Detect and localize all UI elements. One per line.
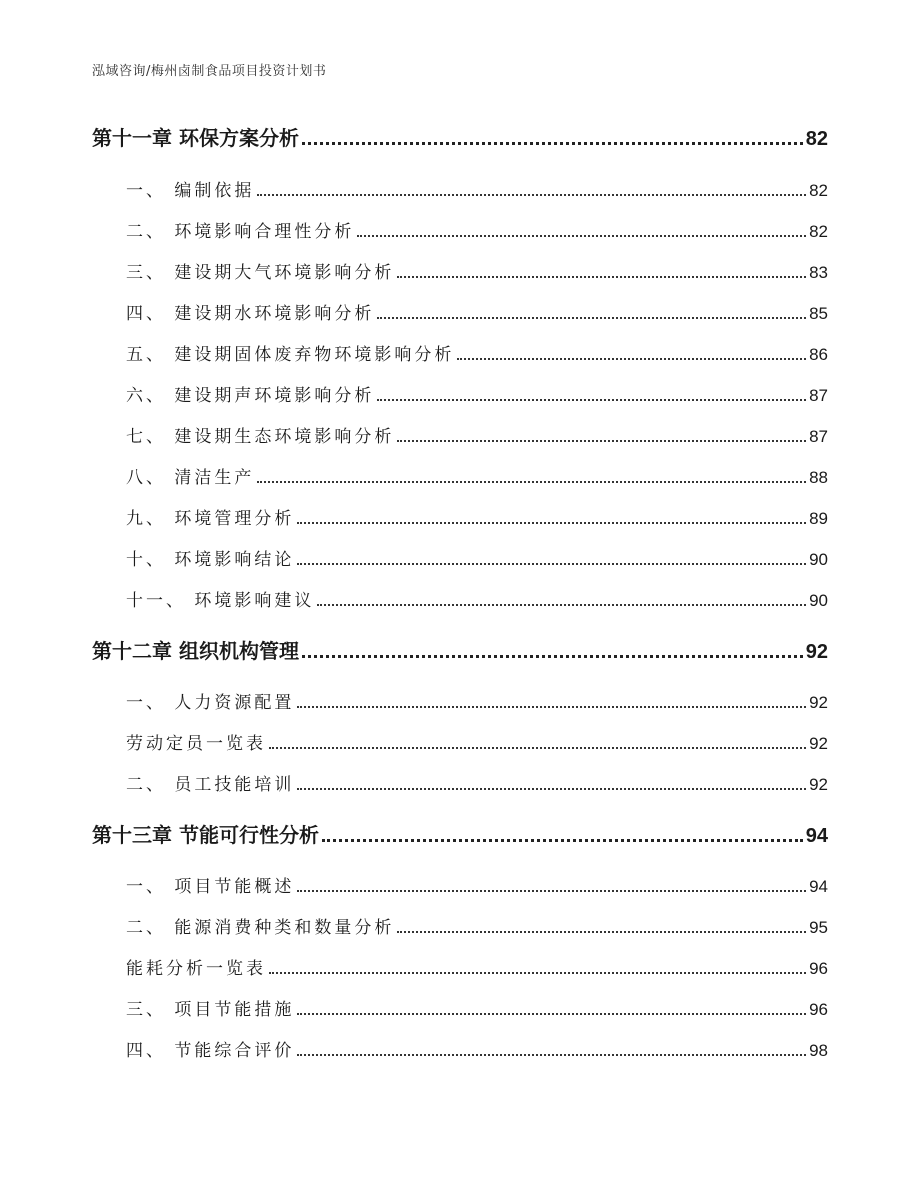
toc-section[interactable] xyxy=(126,176,828,201)
toc-title: 九、 环境管理分析 xyxy=(126,509,295,529)
dot-leader xyxy=(302,655,803,658)
toc-page-number: 90 xyxy=(809,550,828,569)
toc-title: 一、 项目节能概述 xyxy=(126,877,295,897)
dot-leader xyxy=(257,194,806,196)
toc-page-number: 83 xyxy=(809,263,828,282)
toc-section[interactable] xyxy=(126,954,828,979)
toc-title: 第十三章 节能可行性分析 xyxy=(92,823,319,847)
dot-leader xyxy=(457,358,806,360)
toc-section[interactable] xyxy=(126,688,828,713)
toc-page-number: 82 xyxy=(805,128,828,150)
toc-page-number: 96 xyxy=(809,959,828,978)
toc-section[interactable] xyxy=(126,872,828,897)
dot-leader xyxy=(297,522,806,524)
toc-page-number: 82 xyxy=(809,222,828,241)
toc-section[interactable] xyxy=(126,217,828,242)
toc-section[interactable] xyxy=(126,381,828,406)
toc-page-number: 96 xyxy=(809,1000,828,1019)
toc-page-number: 92 xyxy=(809,775,828,794)
toc-section[interactable] xyxy=(126,770,828,795)
toc-section[interactable] xyxy=(126,340,828,365)
toc-section[interactable] xyxy=(126,258,828,283)
toc-title: 一、 编制依据 xyxy=(126,181,255,201)
toc-title: 三、 项目节能措施 xyxy=(126,1000,295,1020)
toc-page-number: 87 xyxy=(809,427,828,446)
toc-page-number: 94 xyxy=(805,825,828,847)
dot-leader xyxy=(397,931,806,933)
dot-leader xyxy=(357,235,806,237)
toc-page-number: 82 xyxy=(809,181,828,200)
toc-page-number: 98 xyxy=(809,1041,828,1060)
toc-title: 四、 节能综合评价 xyxy=(126,1041,295,1061)
toc-section[interactable] xyxy=(126,504,828,529)
toc-section[interactable] xyxy=(126,913,828,938)
toc-title: 二、 能源消费种类和数量分析 xyxy=(126,918,395,938)
toc-title: 八、 清洁生产 xyxy=(126,468,255,488)
toc-section[interactable] xyxy=(126,729,828,754)
toc-section[interactable] xyxy=(126,463,828,488)
toc-title: 二、 环境影响合理性分析 xyxy=(126,222,355,242)
toc-title: 一、 人力资源配置 xyxy=(126,693,295,713)
toc-title: 劳动定员一览表 xyxy=(126,734,266,754)
toc-section[interactable] xyxy=(126,1036,828,1061)
toc-title: 第十一章 环保方案分析 xyxy=(92,126,299,150)
page-header: 泓域咨询/梅州卤制食品项目投资计划书 xyxy=(92,64,327,79)
dot-leader xyxy=(297,1013,806,1015)
toc-section[interactable] xyxy=(126,995,828,1020)
dot-leader xyxy=(377,317,806,319)
dot-leader xyxy=(257,481,806,483)
dot-leader xyxy=(297,706,806,708)
toc-page-number: 86 xyxy=(809,345,828,364)
toc-title: 五、 建设期固体废弃物环境影响分析 xyxy=(126,345,455,365)
dot-leader xyxy=(397,276,806,278)
toc-title: 六、 建设期声环境影响分析 xyxy=(126,386,375,406)
toc-chapter[interactable] xyxy=(92,819,828,848)
toc-title: 第十二章 组织机构管理 xyxy=(92,639,299,663)
dot-leader xyxy=(377,399,806,401)
toc-page-number: 94 xyxy=(809,877,828,896)
toc-page-number: 89 xyxy=(809,509,828,528)
toc-page-number: 92 xyxy=(805,641,828,663)
toc-chapter[interactable] xyxy=(92,635,828,664)
dot-leader xyxy=(297,1054,806,1056)
dot-leader xyxy=(302,142,803,145)
dot-leader xyxy=(322,839,803,842)
toc-page-number: 90 xyxy=(809,591,828,610)
toc-section[interactable] xyxy=(126,422,828,447)
toc-page-number: 88 xyxy=(809,468,828,487)
toc-chapter[interactable] xyxy=(92,122,828,151)
toc-title: 十一、 环境影响建议 xyxy=(126,591,315,611)
toc-title: 十、 环境影响结论 xyxy=(126,550,295,570)
toc-title: 三、 建设期大气环境影响分析 xyxy=(126,263,395,283)
toc-title: 四、 建设期水环境影响分析 xyxy=(126,304,375,324)
toc-title: 能耗分析一览表 xyxy=(126,959,266,979)
toc-title: 二、 员工技能培训 xyxy=(126,775,295,795)
dot-leader xyxy=(269,972,806,974)
toc-page-number: 87 xyxy=(809,386,828,405)
toc-page-number: 92 xyxy=(809,734,828,753)
toc-section[interactable] xyxy=(126,299,828,324)
dot-leader xyxy=(397,440,806,442)
dot-leader xyxy=(297,788,806,790)
dot-leader xyxy=(317,604,806,606)
toc-page-number: 92 xyxy=(809,693,828,712)
dot-leader xyxy=(297,563,806,565)
toc-section[interactable] xyxy=(126,586,828,611)
toc-page-number: 95 xyxy=(809,918,828,937)
toc-title: 七、 建设期生态环境影响分析 xyxy=(126,427,395,447)
toc-section[interactable] xyxy=(126,545,828,570)
dot-leader xyxy=(269,747,806,749)
dot-leader xyxy=(297,890,806,892)
toc-page-number: 85 xyxy=(809,304,828,323)
